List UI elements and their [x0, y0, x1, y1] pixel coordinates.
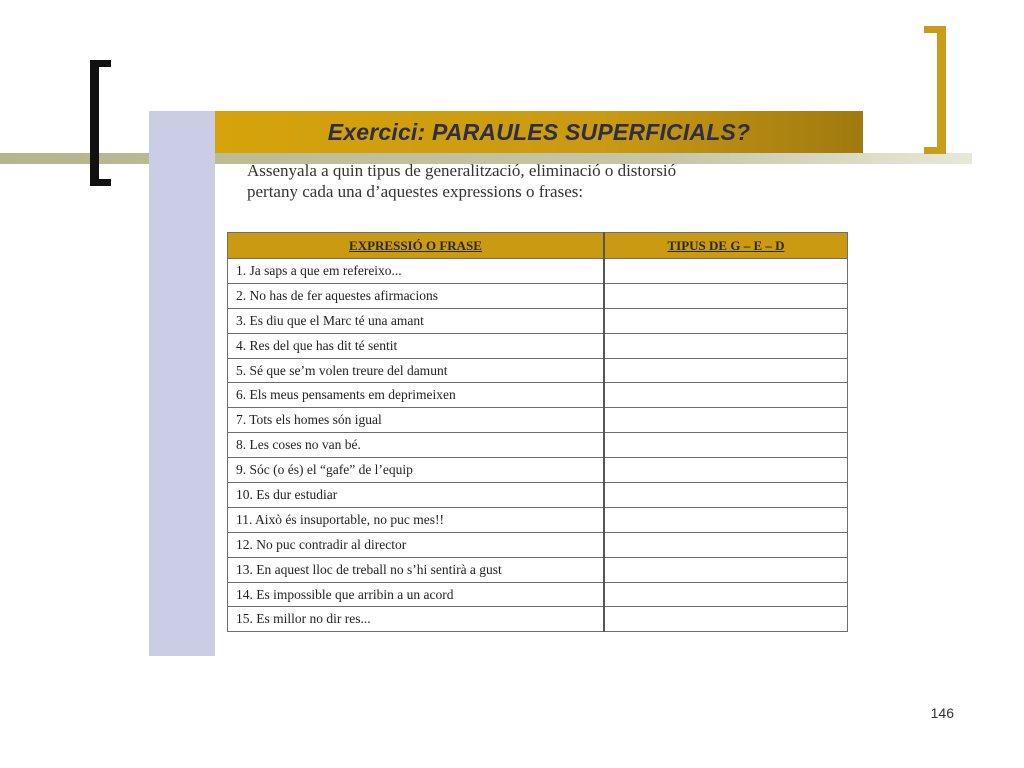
type-cell[interactable] — [604, 507, 848, 532]
table-row — [228, 283, 848, 308]
expression-cell: 2. No has de fer aquestes afirmacions — [228, 283, 605, 308]
table-row — [228, 358, 848, 383]
instructions-line-1: Assenyala a quin tipus de generalització, eliminació o distorsió — [247, 161, 677, 180]
table-row — [228, 507, 848, 532]
expression-cell: 5. Sé que se’m volen treure del damunt — [228, 358, 605, 383]
type-cell[interactable] — [604, 433, 848, 458]
expression-cell: 4. Res del que has dit té sentit — [228, 333, 605, 358]
table-row — [228, 483, 848, 508]
expression-cell: 6. Els meus pensaments em deprimeixen — [228, 383, 605, 408]
expression-cell: 15. Es millor no dir res... — [228, 607, 605, 632]
type-cell[interactable] — [604, 358, 848, 383]
instructions-text — [247, 160, 807, 202]
table-row — [228, 308, 848, 333]
table-row — [228, 607, 848, 632]
type-cell[interactable] — [604, 259, 848, 284]
type-cell[interactable] — [604, 557, 848, 582]
title-bar — [215, 111, 863, 153]
expression-cell: 3. Es diu que el Marc té una amant — [228, 308, 605, 333]
type-cell[interactable] — [604, 333, 848, 358]
table-row — [228, 259, 848, 284]
slide-title: Exercici: PARAULES SUPERFICIALS? — [327, 118, 751, 145]
table-row — [228, 333, 848, 358]
decorative-side-band — [149, 111, 215, 656]
table-row — [228, 383, 848, 408]
type-cell[interactable] — [604, 383, 848, 408]
expression-cell: 14. Es impossible que arribin a un acord — [228, 582, 605, 607]
type-cell[interactable] — [604, 458, 848, 483]
type-cell[interactable] — [604, 408, 848, 433]
expression-cell: 9. Sóc (o és) el “gafe” de l’equip — [228, 458, 605, 483]
header-type: TIPUS DE G – E – D — [604, 233, 848, 259]
expression-cell: 10. Es dur estudiar — [228, 483, 605, 508]
type-cell[interactable] — [604, 483, 848, 508]
table-row — [228, 433, 848, 458]
type-cell[interactable] — [604, 532, 848, 557]
type-cell[interactable] — [604, 582, 848, 607]
page-number: 146 — [930, 705, 954, 721]
header-expression: EXPRESSIÓ O FRASE — [228, 233, 605, 259]
right-bracket-decoration — [924, 26, 946, 154]
type-cell[interactable] — [604, 308, 848, 333]
instructions-line-2: pertany cada una d’aquestes expressions o frases: — [247, 182, 584, 201]
type-cell[interactable] — [604, 607, 848, 632]
table-row — [228, 582, 848, 607]
table-row — [228, 458, 848, 483]
table-row — [228, 532, 848, 557]
expression-cell: 7. Tots els homes són igual — [228, 408, 605, 433]
expression-cell: 11. Això és insuportable, no puc mes!! — [228, 507, 605, 532]
expression-cell: 13. En aquest lloc de treball no s’hi sentirà a gust — [228, 557, 605, 582]
expression-cell: 1. Ja saps a que em refereixo... — [228, 259, 605, 284]
table-row — [228, 408, 848, 433]
left-bracket-decoration — [90, 60, 111, 186]
table-header-row — [228, 233, 848, 259]
expression-cell: 8. Les coses no van bé. — [228, 433, 605, 458]
type-cell[interactable] — [604, 283, 848, 308]
exercise-table — [227, 232, 848, 632]
expression-cell: 12. No puc contradir al director — [228, 532, 605, 557]
table-row — [228, 557, 848, 582]
